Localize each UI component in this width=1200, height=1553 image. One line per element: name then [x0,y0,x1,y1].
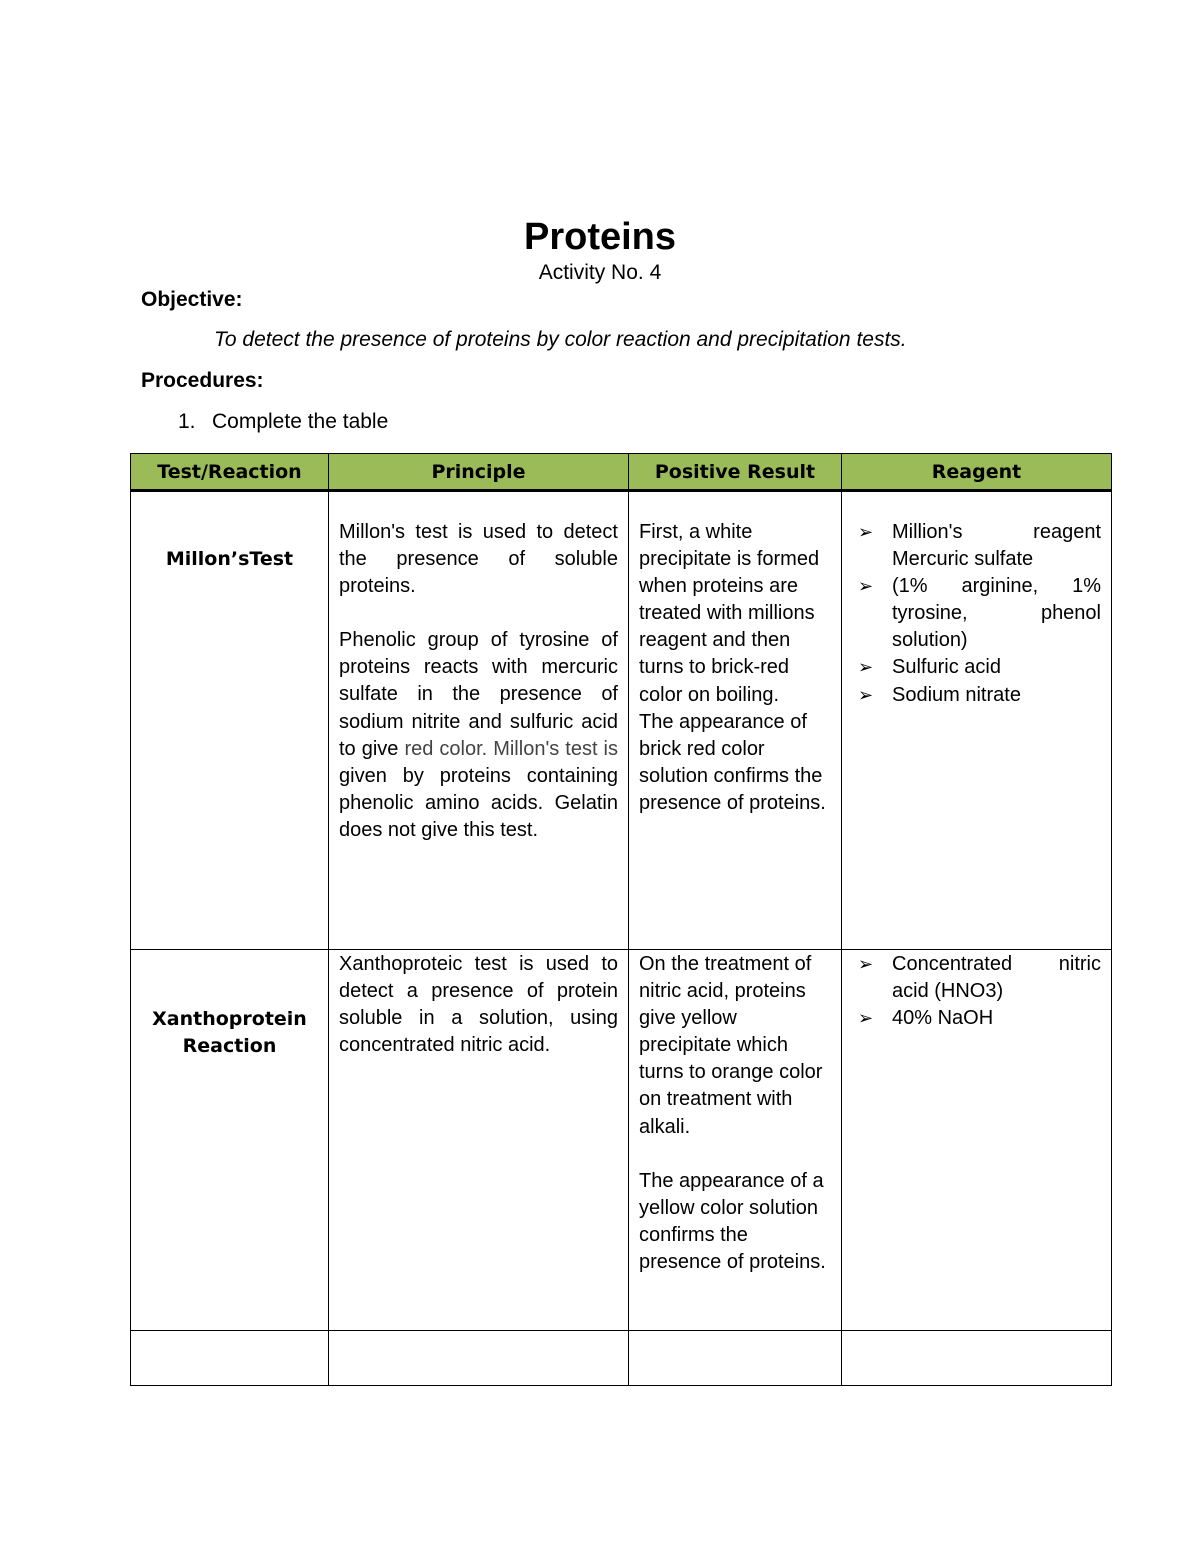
table-header-row [131,454,1112,491]
arrow-bullet-icon: ➢ [858,1008,874,1029]
arrow-bullet-icon: ➢ [858,522,874,542]
principle-text-a: Phenolic group of tyrosine of proteins reacts with mercuric sulfate in the presence of sodium nitrite and sulfuric acid to give [339,629,618,760]
arrow-bullet-icon: ➢ [858,684,874,705]
result-paragraph-2: The appearance of brick red color solution confirms the presence of proteins. [639,710,826,814]
cell-positive-result [629,950,842,1331]
protein-tests-table [130,453,1112,1386]
header-principle: Principle [329,454,629,491]
cell-test-name [131,491,329,950]
procedures-heading: Procedures: [141,369,264,392]
table-row-empty [131,1331,1112,1386]
principle-paragraph-1: Millon's test is used to detect the presence of soluble proteins. [339,521,618,598]
cell-principle [329,491,629,950]
test-name-line-2: Reaction [182,1035,277,1057]
objective-heading: Objective: [141,288,243,311]
arrow-bullet-icon: ➢ [858,576,874,597]
principle-paragraph-1: Xanthoproteic test is used to detect a presence of protein soluble in a solution, using concentrated nitric acid. [339,953,618,1057]
test-name-line-1: Xanthoprotein [152,1008,307,1030]
step-number: 1. [178,410,196,433]
page-title: Proteins [523,216,677,258]
reagent-text: 40% NaOH [892,1007,994,1030]
reagent-text: Million's reagent Mercuric sulfate [892,521,1101,571]
principle-paragraph-2 [329,627,628,844]
header-reagent: Reagent [842,454,1112,491]
empty-cell [629,1331,842,1386]
cell-reagent [842,950,1112,1331]
reagent-text: Concentrated nitric acid (HNO3) [892,953,1101,1003]
result-paragraph-2: The appearance of a yellow color solution confirms the presence of proteins. [639,1169,826,1273]
cell-reagent [842,491,1112,950]
cell-positive-result [629,491,842,950]
step-text: Complete the table [212,410,389,433]
list-item [858,519,1101,573]
reagent-text: Sodium nitrate [892,683,1021,706]
cell-test-name [131,950,329,1331]
arrow-bullet-icon: ➢ [858,657,874,678]
result-paragraph-1: First, a white precipitate is formed when proteins are treated with millions reagent and then turns to brick-red color on boiling. [639,521,820,706]
activity-number: Activity No. 4 [538,261,662,284]
empty-cell [131,1331,329,1386]
table-row-millons [131,491,1112,950]
list-item [858,951,1101,1005]
reagent-text: Sulfuric acid [892,656,1001,679]
list-item [858,1005,1101,1032]
empty-cell [842,1331,1112,1386]
test-name [131,1006,328,1060]
arrow-bullet-icon: ➢ [858,954,874,974]
objective-text: To detect the presence of proteins by color reaction and precipitation tests. [214,328,907,351]
reagent-text: (1% arginine, 1% tyrosine, phenol solution) [892,575,1101,652]
reagent-list [842,951,1111,1032]
header-positive-result: Positive Result [629,454,842,491]
list-item [858,573,1101,654]
list-item [858,682,1101,709]
test-name: Millon’sTest [165,548,294,570]
empty-cell [329,1331,629,1386]
header-test-reaction: Test/Reaction [131,454,329,491]
principle-text-b: red color. Millon's test is [404,737,619,760]
table-row-xanthoprotein [131,950,1112,1331]
reagent-list [842,519,1111,709]
result-paragraph-1: On the treatment of nitric acid, proteins give yellow precipitate which turns to orange color on treatment with alkali. [639,953,823,1138]
list-item [858,654,1101,681]
cell-principle [329,950,629,1331]
procedure-step-1 [178,408,388,436]
principle-text-c: given by proteins containing phenolic amino acids. Gelatin does not give this test. [339,764,618,841]
